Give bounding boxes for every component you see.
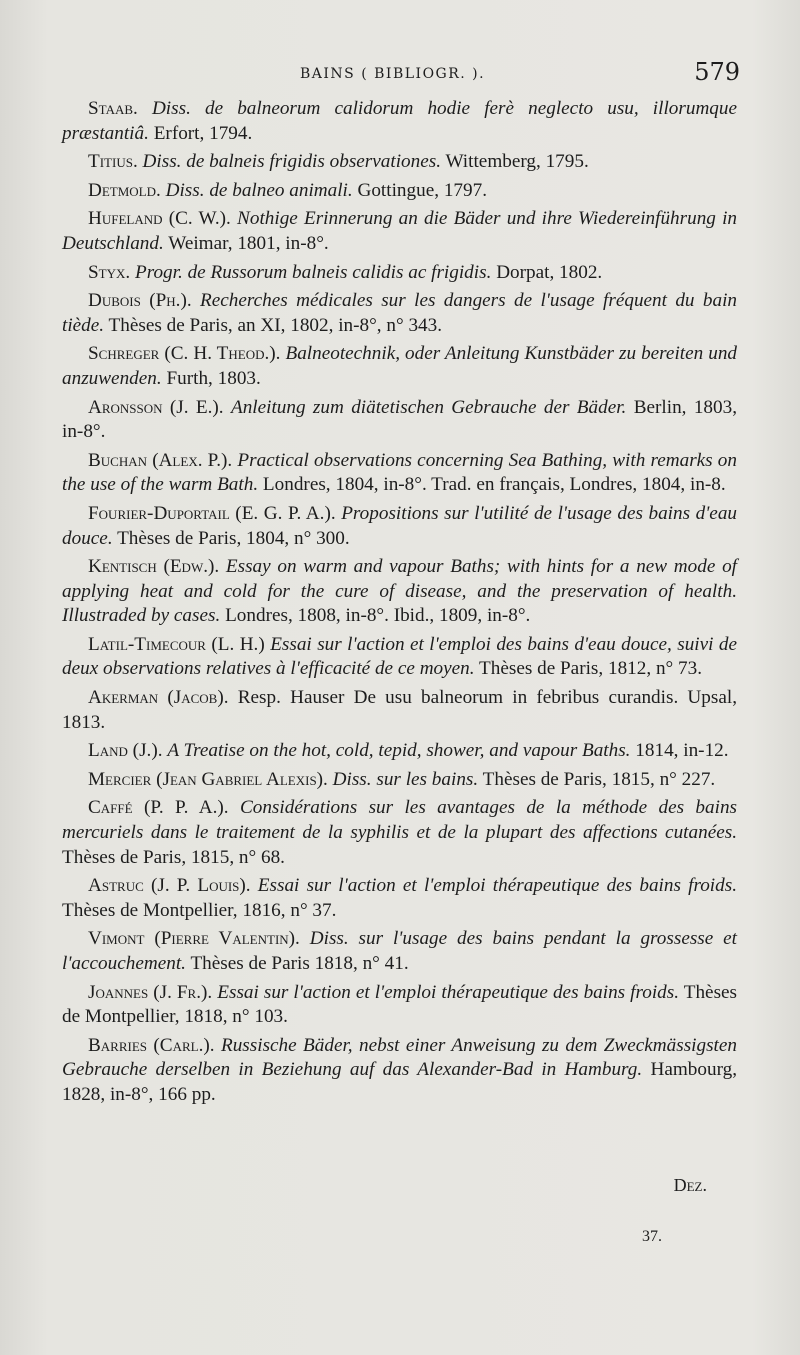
bibliography-entry	[62, 449, 737, 498]
entry-title: Essay on warm and vapour Baths; with hints for a new mode of applying heat and cold for the cure of disease, and the preservation of health. Illustraded by cases.	[62, 556, 737, 627]
entry-details: Thèses de Paris, an XI, 1802, in-8°, n° 343.	[108, 314, 443, 336]
entry-author: Dubois (Ph.).	[88, 290, 192, 312]
bibliography-entry	[62, 150, 737, 175]
entry-author: Buchan (Alex. P.).	[88, 449, 233, 471]
entry-author: Caffé (P. P. A.).	[88, 797, 229, 819]
bibliography-entry	[62, 261, 737, 286]
entry-details: Thèses de Paris, 1812, n° 73.	[479, 658, 703, 680]
bibliography-entry	[62, 981, 737, 1030]
entry-title: Diss. sur les bains.	[332, 768, 479, 790]
bibliography-entry	[62, 342, 737, 391]
entry-author: Fourier-Duportail (E. G. P. A.).	[88, 502, 336, 524]
entry-title: Essai sur l'action et l'emploi thérapeutique des bains froids.	[217, 981, 680, 1003]
entry-title: Diss. de balneorum calidorum hodie ferè neglecto usu, illorumque præstantiâ.	[62, 98, 738, 144]
entry-author: Astruc (J. P. Louis).	[88, 875, 251, 897]
page-number: 579	[694, 58, 740, 86]
entry-author: Aronsson (J. E.).	[88, 396, 224, 418]
entry-title: Recherches médicales sur les dangers de l'usage fréquent du bain tiède.	[62, 290, 738, 336]
entry-title: Diss. de balneo animali.	[165, 179, 353, 201]
entry-author: Barries (Carl.).	[88, 1034, 215, 1056]
entry-author: Titius.	[88, 151, 138, 173]
entry-details: Dorpat, 1802.	[496, 261, 603, 283]
bibliography-entry	[62, 796, 737, 870]
entry-title: Balneotechnik, oder Anleitung Kunstbäder zu bereiten und anzuwenden.	[62, 343, 738, 389]
bibliography-entry	[62, 739, 737, 764]
bibliography-entry	[62, 927, 737, 976]
catchword: Dez.	[673, 1175, 707, 1195]
bibliography-entry	[62, 1034, 737, 1108]
entry-author: Latil-Timecour (L. H.)	[88, 633, 265, 655]
page-footer	[0, 1175, 800, 1255]
bibliography-entry	[62, 555, 737, 629]
entry-details: Thèses de Paris, 1815, n° 227.	[482, 768, 716, 790]
entry-title: Essai sur l'action et l'emploi thérapeutique des bains froids.	[257, 875, 737, 897]
entry-details: 1814, in-12.	[635, 740, 729, 762]
entry-details: Erfort, 1794.	[153, 122, 253, 144]
entry-details: Furth, 1803.	[166, 367, 261, 389]
bibliography-entry	[62, 97, 737, 146]
entry-details: Thèses de Paris, 1815, n° 68.	[62, 846, 285, 868]
entry-author: Akerman (Jacob).	[88, 687, 229, 709]
entry-details: Hambourg, 1828, in-8°, 166 pp.	[62, 1059, 737, 1105]
bibliography-entry	[62, 289, 737, 338]
entry-title: Progr. de Russorum balneis calidis ac frigidis.	[134, 261, 492, 283]
entry-author: Staab.	[88, 98, 138, 119]
entry-title: Considérations sur les avantages de la méthode des bains mercuriels dans le traitement de la syphilis et de la plupart des affections cutanées.	[62, 797, 738, 844]
page-header	[0, 58, 800, 88]
bibliography-entry	[62, 179, 737, 204]
entry-title: Essai sur l'action et l'emploi des bains d'eau douce, suivi de deux observations relatives à l'efficacité de ce moyen.	[62, 633, 738, 680]
entry-title: Diss. sur l'usage des bains pendant la grossesse et l'accouchement.	[62, 928, 738, 974]
entry-author: Land (J.).	[88, 740, 163, 762]
entry-title: Practical observations concerning Sea Bathing, with remarks on the use of the warm Bath.	[62, 449, 737, 496]
entry-author: Kentisch (Edw.).	[88, 556, 220, 578]
entry-details: Weimar, 1801, in-8°.	[168, 232, 329, 254]
running-head: BAINS ( BIBLIOGR. ).	[300, 66, 486, 82]
entry-details: Berlin, 1803, in-8°.	[62, 396, 738, 443]
bibliography-entry	[62, 633, 737, 682]
entry-details: Londres, 1804, in-8°. Trad. en français, Londres, 1804, in-8.	[262, 474, 726, 496]
entry-title: Diss. de balneis frigidis observationes.	[142, 151, 442, 173]
bibliography-entry	[62, 207, 737, 256]
entry-author: Vimont (Pierre Valentin).	[88, 928, 300, 950]
entry-details: Thèses de Montpellier, 1818, n° 103.	[62, 981, 738, 1028]
entry-title: Anleitung zum diätetischen Gebrauche der Bäder.	[230, 396, 627, 418]
bibliography-entry	[62, 396, 737, 445]
signature-mark: 37.	[642, 1228, 662, 1245]
entry-title: Propositions sur l'utilité de l'usage des bains d'eau douce.	[62, 502, 738, 549]
entry-title: A Treatise on the hot, cold, tepid, shower, and vapour Baths.	[167, 740, 631, 762]
bibliography-entry	[62, 768, 737, 793]
entry-details: Thèses de Paris 1818, n° 41.	[190, 953, 409, 974]
entry-details: Thèses de Montpellier, 1816, n° 37.	[62, 899, 337, 921]
entry-details: Thèses de Paris, 1804, n° 300.	[117, 527, 350, 549]
entry-author: Styx.	[88, 261, 131, 283]
entry-author: Hufeland (C. W.).	[88, 208, 231, 230]
entry-author: Schreger (C. H. Theod.).	[88, 343, 281, 365]
bibliography-entry	[62, 874, 737, 923]
entry-details: Resp. Hauser De usu balneorum in febribus curandis. Upsal, 1813.	[62, 687, 737, 733]
entry-author: Mercier (Jean Gabriel Alexis).	[88, 768, 328, 790]
entry-author: Detmold.	[88, 179, 161, 201]
entry-details: Londres, 1808, in-8°. Ibid., 1809, in-8°.	[225, 605, 531, 627]
entry-title: Russische Bäder, nebst einer Anweisung zu dem Zweckmässigsten Gebrauche derselben in Beziehung auf das Alexander-Bad in Hamburg.	[62, 1034, 737, 1081]
entry-details: Gottingue, 1797.	[357, 179, 487, 201]
bibliography-entry	[62, 686, 737, 735]
entry-details: Wittemberg, 1795.	[445, 151, 589, 173]
bibliography-entry	[62, 502, 737, 551]
entry-author: Joannes (J. Fr.).	[88, 981, 213, 1003]
bibliography-list	[62, 97, 737, 1112]
entry-title: Nothige Erinnerung an die Bäder und ihre Wiedereinführung in Deutschland.	[62, 208, 737, 254]
